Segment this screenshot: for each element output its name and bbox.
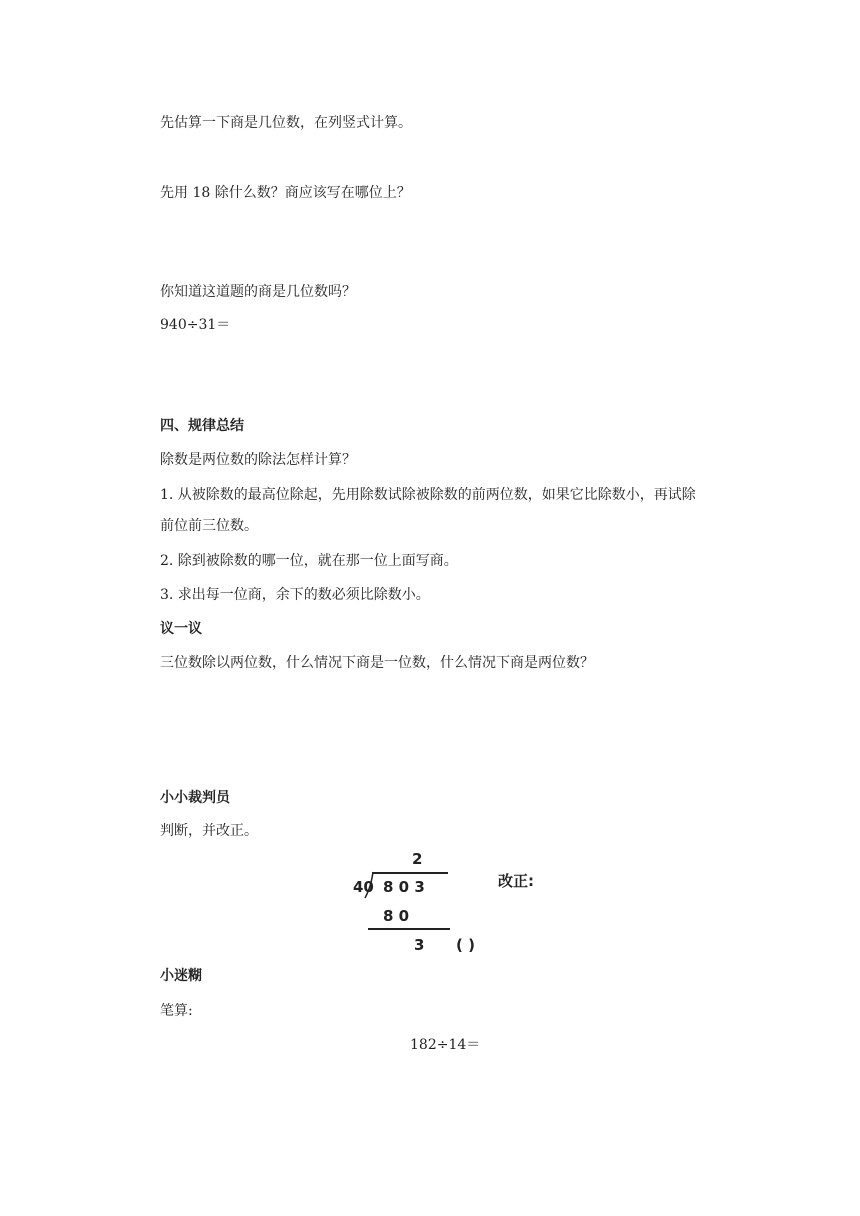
summary-question: 除数是两位数的除法怎样计算？	[160, 452, 356, 468]
hint-question: 先用 18 除什么数？商应该写在哪位上？	[160, 185, 411, 201]
rule-1-line-2: 前位前三位数。	[160, 518, 258, 534]
rule-1-line-1: 1. 从被除数的最高位除起，先用除数试除被除数的前两位数，如果它比除数小，再试除	[160, 487, 696, 503]
quotient: 2	[412, 850, 423, 868]
dividend: 8 0 3	[383, 878, 425, 896]
divisor: 40	[353, 878, 374, 896]
remainder: 3	[414, 936, 425, 954]
digits-question: 你知道这道题的商是几位数吗？	[160, 284, 356, 300]
correction-label: 改正:	[498, 872, 534, 890]
long-division	[340, 845, 534, 965]
judge-heading: 小小裁判员	[160, 790, 230, 806]
expression-182-14: 182÷14＝	[410, 1037, 481, 1053]
product: 8 0	[383, 907, 410, 925]
answer-parentheses: ( )	[456, 936, 475, 954]
calc-label: 笔算:	[160, 1003, 193, 1019]
discuss-heading: 议一议	[160, 621, 202, 637]
calc-heading: 小迷糊	[160, 968, 202, 984]
expression-940-31: 940÷31＝	[160, 317, 231, 333]
estimate-instruction: 先估算一下商是几位数，在列竖式计算。	[160, 115, 412, 131]
judge-instruction: 判断，并改正。	[160, 823, 258, 839]
summary-heading: 四、规律总结	[160, 418, 244, 434]
division-bar	[372, 872, 448, 874]
rule-2: 2. 除到被除数的哪一位，就在那一位上面写商。	[160, 553, 458, 569]
subtraction-line	[368, 928, 450, 930]
rule-3: 3. 求出每一位商，余下的数必须比除数小。	[160, 587, 430, 603]
discuss-question: 三位数除以两位数，什么情况下商是一位数，什么情况下商是两位数？	[160, 655, 594, 671]
